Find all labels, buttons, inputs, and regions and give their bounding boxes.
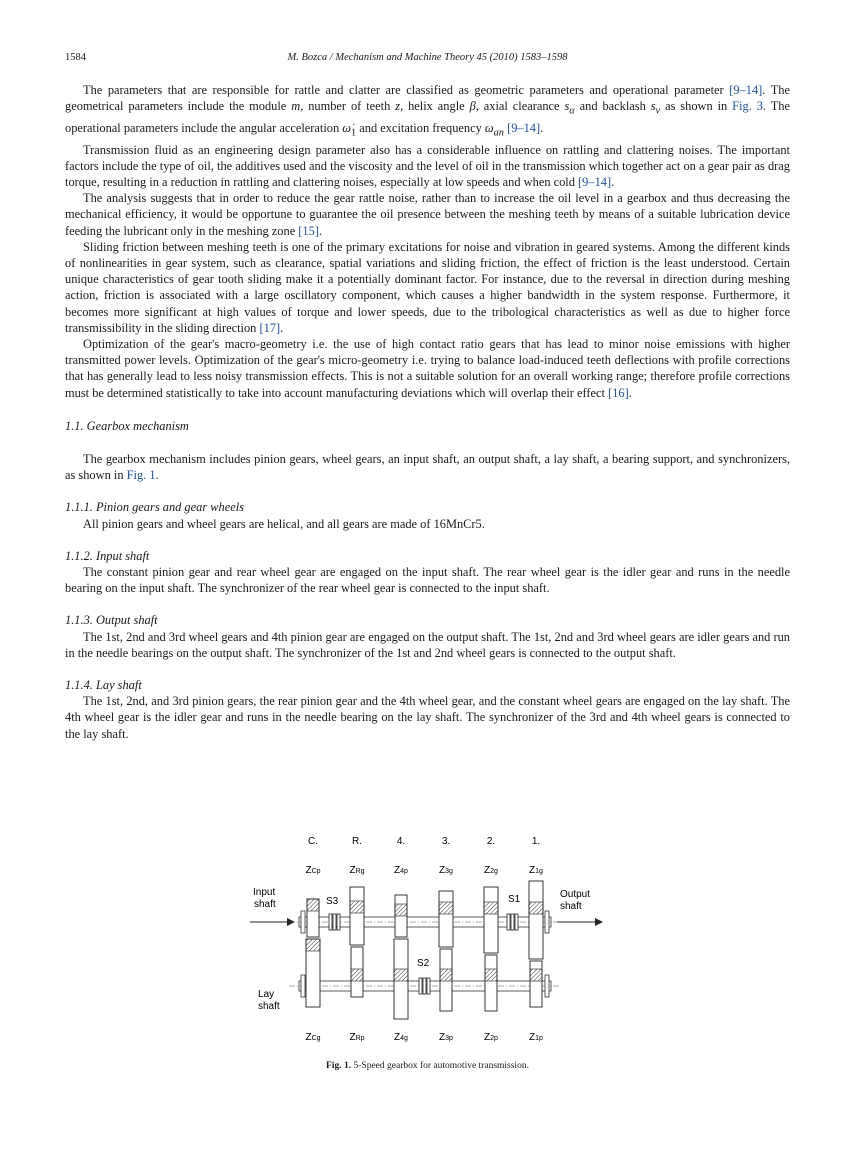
gear-r-wheel (350, 887, 364, 945)
math-symbol: m (291, 99, 301, 114)
math-subscript: v (655, 105, 661, 117)
gear-1-wheel (529, 881, 543, 959)
bearing (545, 911, 549, 933)
gear-label: ZRp (349, 1032, 365, 1043)
output-shaft-label: Output (560, 889, 591, 900)
paragraph-optimization: Optimization of the gear's macro-geometry i.e. the use of high contact ratio gears that has lead to minor noise emissions with higher transmitted power levels. Optimization of the gear's micro-geometry i.e. trying to balance load-induced teeth deflections with profile corrections that has generally lead to less noisy transmission effects. This is not a suitable solution for an overall working range; therefore profile corrections must be determined statistically to take into account manufacturing deviations which will overlap their effect [16]. (65, 336, 790, 400)
math-symbol: s (564, 99, 570, 114)
gear-label: Z1p (529, 1032, 543, 1043)
gear-column-label: C. (308, 836, 318, 847)
gear-label: Z3g (439, 865, 453, 876)
bearing (545, 975, 549, 997)
page-number: 1584 (65, 52, 86, 63)
gear-label: ZCg (305, 1032, 321, 1043)
citation-link[interactable]: [9–14] (578, 174, 612, 189)
math-symbol: ω̇ (342, 120, 352, 135)
subsection-text: The constant pinion gear and rear wheel gear are engaged on the input shaft. The rear wheel gear is the idler gear and runs in the needle bearing on the input shaft. The synchronizer of the rear wheel gear is connected to the input shaft. (65, 565, 790, 596)
figure-caption (65, 1061, 790, 1071)
citation-link[interactable]: [16] (608, 385, 629, 400)
subsection-heading: 1.1.1. Pinion gears and gear wheels (65, 500, 244, 515)
subsection-text: All pinion gears and wheel gears are helical, and all gears are made of 16MnCr5. (83, 516, 485, 531)
input-shaft-label: shaft (254, 899, 276, 910)
article-body (65, 82, 790, 742)
sync-label-s2: S2 (417, 958, 430, 969)
math-subscript: an (493, 127, 504, 139)
math-symbol: s (650, 99, 656, 114)
paragraph-transmission-fluid: Transmission fluid as an engineering design parameter also has a considerable influence on rattling and clattering noises. The important factors include the type of oil, the additives used and the viscosity and the level of oil in the transmission which together act on a gear pair as drag torque, resulting in a reduction in rattling and clattering noises, especially at low speeds and when cold [9–14]. (65, 142, 790, 189)
figure-caption-text: 5-Speed gearbox for automotive transmission. (351, 1061, 529, 1071)
running-title: M. Bozca / Mechanism and Machine Theory 45 (2010) 1583–1598 (287, 52, 568, 63)
paragraph-analysis: The analysis suggests that in order to reduce the gear rattle noise, rather than to increase the oil level in a gearbox and thus decreasing the mechanical efficiency, it would be opportune to guarantee the oil presence between the meshing teeth by means of a suitable lubrication device feeding the lubricant only in the meshing zone [15]. (65, 191, 790, 238)
math-symbol: z (395, 99, 401, 114)
subsection-text: The 1st, 2nd and 3rd wheel gears and 4th pinion gear are engaged on the output shaft. The 1st, 2nd and 3rd wheel gears are idler gears and run in the needle bearings on the output shaft. The synchronizer of the 1st and 2nd wheel gears is connected to the output shaft. (65, 629, 790, 660)
gear-1-pinion (530, 961, 542, 1007)
math-subscript: 1 (351, 127, 357, 139)
gear-3-wheel (439, 891, 453, 947)
paragraph-sliding-friction: Sliding friction between meshing teeth is one of the primary excitations for noise and vibration in geared systems. Among the different kinds of nonlinearities in gear system, such as clearance, spatial variations and sliding friction, the effect of friction is the least understood. Certain unique characteristics of gear tooth sliding make it a potentially dominant factor. For instance, due to the reversal in direction during meshing action, friction is associated with a large oscillatory component, which causes a higher bandwidth in the system response. Furthermore, it becomes more significant at high values of torque and lower speeds, due to the tribological characteristics as well as due to higher force transmissibility in the sliding direction [17]. (65, 239, 790, 335)
citation-link[interactable]: [9–14] (507, 120, 541, 135)
math-subscript: α (569, 105, 575, 117)
gear-label: Z4g (394, 1032, 408, 1043)
subsection-heading: 1.1.3. Output shaft (65, 613, 158, 628)
gear-2-wheel (484, 887, 498, 953)
paragraph-gearbox-mechanism: The gearbox mechanism includes pinion gears, wheel gears, an input shaft, an output shaft, a lay shaft, a bearing support, and synchronizers, as shown in Fig. 1. (65, 452, 790, 483)
citation-link[interactable]: [9–14] (729, 83, 763, 97)
gear-column-label: 1. (531, 836, 541, 847)
gear-label: Z3p (439, 1032, 453, 1043)
subsection-text: The 1st, 2nd, and 3rd pinion gears, the rear pinion gear and the 4th wheel gear, and the constant wheel gears are engaged on the lay shaft. The 4th wheel gear is the idler gear and runs in the needle bearing on the lay shaft. The synchronizer of the 3rd and 4th wheel gears is connected to the lay shaft. (65, 694, 790, 741)
output-shaft-label: shaft (560, 901, 582, 912)
figure-caption-label: Fig. 1. (326, 1061, 352, 1071)
paragraph-parameters: The parameters that are responsible for rattle and clatter are classified as geometric parameters and operational parameter [9–14]. The geometrical parameters include the module m, number of teeth z, helix angle β, axial clearance $s_\alpha$ and backlash $s_v$ as shown in Fig. 3. The operational parameters include the angular acceleration $\omegȧ_1$ and excitation frequency $\omega_{an}$ [9–14]. (65, 83, 790, 139)
citation-link[interactable]: [17] (259, 320, 281, 335)
figure-link[interactable]: Fig. 1 (126, 468, 156, 483)
input-shaft-label: Input (253, 887, 276, 898)
figure-link[interactable]: Fig. 3 (732, 99, 763, 114)
gear-2-pinion (485, 955, 497, 1011)
gear-label: ZRg (349, 865, 365, 876)
section-heading: 1.1. Gearbox mechanism (65, 418, 189, 433)
bearing (301, 911, 305, 933)
gear-column-label: 2. (486, 836, 496, 847)
gear-label: Z2p (484, 1032, 498, 1043)
gear-column-label: R. (352, 836, 362, 847)
citation-link[interactable]: [15] (298, 223, 319, 238)
math-symbol: β (469, 99, 476, 114)
gear-label: ZCp (305, 865, 321, 876)
sync-label-s1: S1 (508, 894, 521, 905)
math-symbol: ω (484, 120, 494, 135)
page-header (65, 52, 790, 68)
gearbox-diagram (244, 829, 614, 1047)
gear-label: Z1g (529, 865, 543, 876)
synchronizer-s1 (507, 914, 510, 930)
synchronizer-s3 (329, 914, 332, 930)
gearbox-figure (244, 829, 614, 1047)
bearing (301, 975, 305, 997)
lay-shaft-label: Lay (258, 989, 275, 1000)
gear-column-label: 4. (396, 836, 406, 847)
sync-label-s3: S3 (326, 896, 339, 907)
synchronizer-s2 (419, 978, 422, 994)
subsection-heading: 1.1.2. Input shaft (65, 548, 150, 563)
gear-column-label: 3. (441, 836, 451, 847)
subsection-heading: 1.1.4. Lay shaft (65, 678, 142, 693)
gear-label: Z2g (484, 865, 498, 876)
lay-shaft-label: shaft (258, 1001, 280, 1012)
gear-label: Z4p (394, 865, 408, 876)
